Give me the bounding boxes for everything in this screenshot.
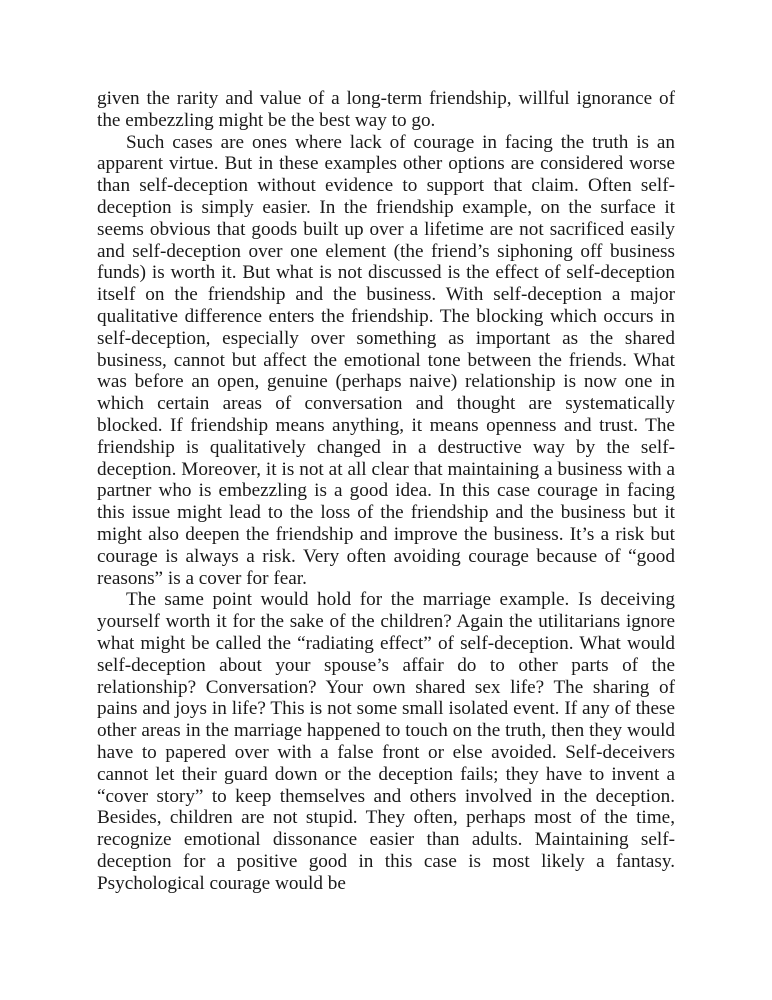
document-page [97, 88, 675, 894]
paragraph-3: The same point would hold for the marriage example. Is deceiving yourself worth it for the sake of the children? Again the utilitarians ignore what might be called the “radiating effect” of self-deception. What would self-deception about your spouse’s affair do to other parts of the relationship? Conversation? Your own shared sex life? The sharing of pains and joys in life? This is not some small isolated event. If any of these other areas in the marriage happened to touch on the truth, then they would have to papered over with a false front or else avoided. Self-deceivers cannot let their guard down or the deception fails; they have to invent a “cover story” to keep themselves and others involved in the deception. Besides, children are not stupid. They often, perhaps most of the time, recognize emotional dissonance easier than adults. Maintaining self-deception for a positive good in this case is most likely a fantasy. Psychological courage would be [97, 589, 675, 894]
paragraph-1: given the rarity and value of a long-term friendship, willful ignorance of the embezzling might be the best way to go. [97, 88, 675, 131]
paragraph-2: Such cases are ones where lack of courage in facing the truth is an apparent virtue. But in these examples other options are considered worse than self-deception without evidence to support that claim. Often self-deception is simply easier. In the friendship example, on the surface it seems obvious that goods built up over a lifetime are not sacrificed easily and self-deception over one element (the friend’s siphoning off business funds) is worth it. But what is not discussed is the effect of self-deception itself on the friendship and the business. With self-deception a major qualitative difference enters the friendship. The blocking which occurs in self-deception, especially over something as important as the shared business, cannot but affect the emotional tone between the friends. What was before an open, genuine (perhaps naive) relationship is now one in which certain areas of conversation and thought are systematically blocked. If friendship means anything, it means openness and trust. The friendship is qualitatively changed in a destructive way by the self-deception. Moreover, it is not at all clear that maintaining a business with a partner who is embezzling is a good idea. In this case courage in facing this issue might lead to the loss of the friendship and the business but it might also deepen the friendship and improve the business. It’s a risk but courage is always a risk. Very often avoiding courage because of “good reasons” is a cover for fear. [97, 131, 675, 589]
